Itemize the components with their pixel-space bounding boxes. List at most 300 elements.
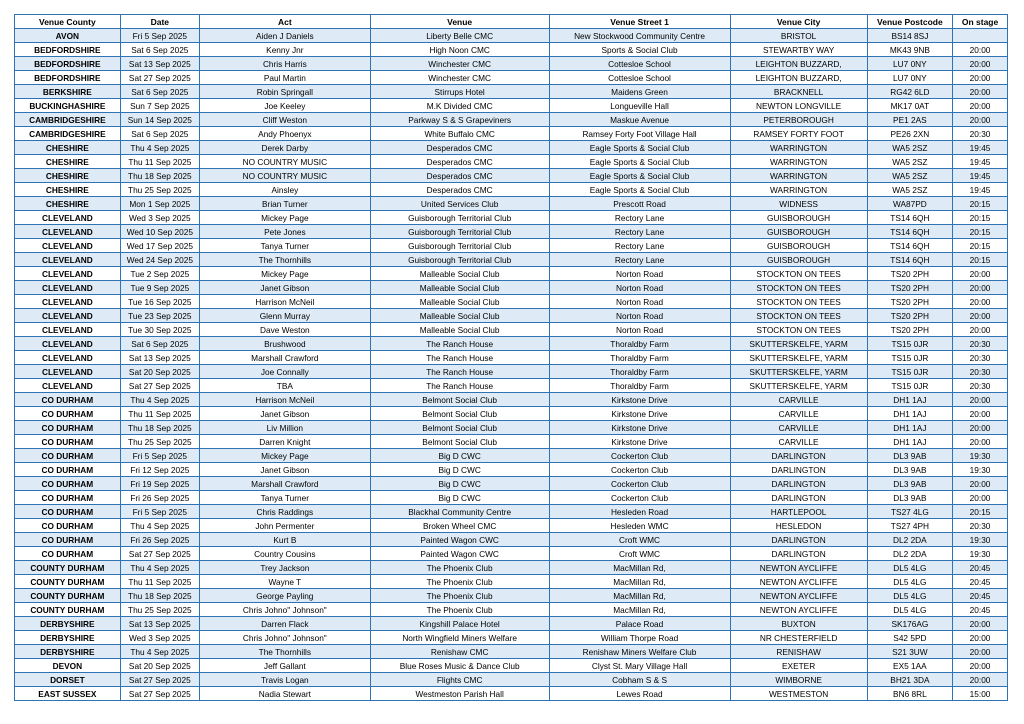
cell-venue: Stirrups Hotel (370, 85, 549, 99)
table-row (15, 589, 1008, 603)
cell-date: Thu 11 Sep 2025 (120, 575, 199, 589)
cell-on-stage: 19:45 (953, 183, 1008, 197)
cell-venue-city: GUISBOROUGH (730, 211, 867, 225)
cell-venue-city: DARLINGTON (730, 547, 867, 561)
cell-venue-street: Prescott Road (549, 197, 730, 211)
cell-act: Marshall Crawford (199, 351, 370, 365)
cell-venue-county: CHESHIRE (15, 169, 121, 183)
table-row (15, 575, 1008, 589)
table-row (15, 547, 1008, 561)
cell-venue-postcode: TS15 0JR (867, 379, 952, 393)
cell-venue-street: Maskue Avenue (549, 113, 730, 127)
table-row (15, 393, 1008, 407)
cell-act: The Thornhills (199, 645, 370, 659)
cell-venue-postcode: MK43 9NB (867, 43, 952, 57)
cell-venue-postcode: PE1 2AS (867, 113, 952, 127)
cell-venue-street: Renishaw Miners Welfare Club (549, 645, 730, 659)
cell-venue-postcode: TS15 0JR (867, 337, 952, 351)
cell-venue-postcode: DH1 1AJ (867, 421, 952, 435)
cell-venue-county: CO DURHAM (15, 505, 121, 519)
cell-on-stage: 20:30 (953, 127, 1008, 141)
cell-venue-city: EXETER (730, 659, 867, 673)
cell-venue-postcode: TS14 6QH (867, 225, 952, 239)
cell-date: Thu 18 Sep 2025 (120, 589, 199, 603)
cell-venue-postcode: DL5 4LG (867, 603, 952, 617)
table-row (15, 57, 1008, 71)
cell-venue-county: BERKSHIRE (15, 85, 121, 99)
cell-act: Cliff Weston (199, 113, 370, 127)
cell-venue: The Phoenix Club (370, 603, 549, 617)
cell-act: Darren Knight (199, 435, 370, 449)
cell-venue-postcode: DH1 1AJ (867, 435, 952, 449)
cell-on-stage: 20:30 (953, 365, 1008, 379)
cell-venue-county: BEDFORDSHIRE (15, 43, 121, 57)
cell-on-stage: 20:45 (953, 575, 1008, 589)
cell-date: Fri 26 Sep 2025 (120, 491, 199, 505)
header-act: Act (199, 15, 370, 29)
cell-venue: Renishaw CMC (370, 645, 549, 659)
table-row (15, 435, 1008, 449)
cell-venue-street: Rectory Lane (549, 225, 730, 239)
cell-on-stage: 20:00 (953, 631, 1008, 645)
cell-venue-county: DERBYSHIRE (15, 617, 121, 631)
cell-on-stage: 20:45 (953, 589, 1008, 603)
cell-venue-county: CO DURHAM (15, 393, 121, 407)
cell-venue-county: CLEVELAND (15, 281, 121, 295)
cell-act: Mickey Page (199, 211, 370, 225)
cell-venue-street: Eagle Sports & Social Club (549, 141, 730, 155)
cell-venue-street: Hesleden Road (549, 505, 730, 519)
cell-on-stage: 20:45 (953, 603, 1008, 617)
cell-act: The Thornhills (199, 253, 370, 267)
table-row (15, 407, 1008, 421)
cell-venue-city: NEWTON AYCLIFFE (730, 561, 867, 575)
cell-venue-city: BRISTOL (730, 29, 867, 43)
cell-act: Jeff Gallant (199, 659, 370, 673)
cell-venue-county: CAMBRIDGESHIRE (15, 127, 121, 141)
cell-on-stage: 20:00 (953, 435, 1008, 449)
cell-venue-postcode: TS15 0JR (867, 365, 952, 379)
table-row (15, 183, 1008, 197)
cell-venue-county: CLEVELAND (15, 323, 121, 337)
cell-venue-street: Thoraldby Farm (549, 365, 730, 379)
cell-date: Sat 27 Sep 2025 (120, 71, 199, 85)
cell-venue-county: CO DURHAM (15, 449, 121, 463)
table-row (15, 365, 1008, 379)
cell-venue-city: STOCKTON ON TEES (730, 281, 867, 295)
cell-venue: Winchester CMC (370, 57, 549, 71)
cell-venue-postcode: TS20 2PH (867, 281, 952, 295)
cell-venue-county: CLEVELAND (15, 309, 121, 323)
cell-date: Thu 25 Sep 2025 (120, 603, 199, 617)
cell-act: George Payling (199, 589, 370, 603)
cell-venue-city: STOCKTON ON TEES (730, 323, 867, 337)
cell-venue-street: Kirkstone Drive (549, 393, 730, 407)
table-row (15, 29, 1008, 43)
cell-on-stage: 20:45 (953, 561, 1008, 575)
cell-venue-postcode: TS20 2PH (867, 323, 952, 337)
cell-venue: Parkway S & S Grapeviners (370, 113, 549, 127)
table-row (15, 687, 1008, 701)
cell-venue-city: STOCKTON ON TEES (730, 267, 867, 281)
cell-on-stage: 20:00 (953, 659, 1008, 673)
gig-table-body (15, 29, 1008, 701)
cell-venue-street: Maidens Green (549, 85, 730, 99)
cell-on-stage: 20:00 (953, 57, 1008, 71)
table-row (15, 351, 1008, 365)
cell-venue-postcode: BS14 8SJ (867, 29, 952, 43)
cell-date: Thu 4 Sep 2025 (120, 519, 199, 533)
cell-venue-street: Norton Road (549, 309, 730, 323)
cell-act: Country Cousins (199, 547, 370, 561)
table-row (15, 337, 1008, 351)
cell-venue-city: CARVILLE (730, 407, 867, 421)
cell-venue-city: WESTMESTON (730, 687, 867, 701)
cell-venue-postcode: DL5 4LG (867, 575, 952, 589)
cell-venue-street: MacMillan Rd, (549, 561, 730, 575)
cell-venue: Big D CWC (370, 463, 549, 477)
cell-venue-county: EAST SUSSEX (15, 687, 121, 701)
cell-venue-city: GUISBOROUGH (730, 253, 867, 267)
cell-date: Tue 16 Sep 2025 (120, 295, 199, 309)
cell-venue-postcode: TS14 6QH (867, 239, 952, 253)
cell-venue-postcode: TS20 2PH (867, 295, 952, 309)
table-row (15, 71, 1008, 85)
cell-venue: Winchester CMC (370, 71, 549, 85)
cell-venue-county: CLEVELAND (15, 351, 121, 365)
cell-venue-postcode: DL5 4LG (867, 589, 952, 603)
cell-venue-county: COUNTY DURHAM (15, 561, 121, 575)
cell-venue-postcode: WA5 2SZ (867, 183, 952, 197)
cell-venue-street: Ramsey Forty Foot Village Hall (549, 127, 730, 141)
cell-venue: Liberty Belle CMC (370, 29, 549, 43)
cell-venue-county: CO DURHAM (15, 463, 121, 477)
table-row (15, 603, 1008, 617)
cell-act: Joe Connally (199, 365, 370, 379)
cell-venue-postcode: BN6 8RL (867, 687, 952, 701)
cell-venue-county: CHESHIRE (15, 183, 121, 197)
cell-venue-street: Hesleden WMC (549, 519, 730, 533)
cell-date: Sat 6 Sep 2025 (120, 337, 199, 351)
cell-on-stage: 20:00 (953, 477, 1008, 491)
cell-date: Wed 10 Sep 2025 (120, 225, 199, 239)
cell-venue: Painted Wagon CWC (370, 533, 549, 547)
cell-venue: Belmont Social Club (370, 421, 549, 435)
cell-date: Mon 1 Sep 2025 (120, 197, 199, 211)
cell-on-stage: 20:30 (953, 337, 1008, 351)
cell-venue-street: Cockerton Club (549, 449, 730, 463)
cell-venue-postcode: WA87PD (867, 197, 952, 211)
cell-venue-street: Eagle Sports & Social Club (549, 169, 730, 183)
cell-venue-street: Cottesloe School (549, 71, 730, 85)
cell-venue-county: COUNTY DURHAM (15, 603, 121, 617)
cell-act: Kenny Jnr (199, 43, 370, 57)
cell-date: Thu 25 Sep 2025 (120, 435, 199, 449)
cell-venue-street: MacMillan Rd, (549, 589, 730, 603)
cell-venue-county: CLEVELAND (15, 225, 121, 239)
cell-venue-postcode: RG42 6LD (867, 85, 952, 99)
cell-venue-city: WARRINGTON (730, 141, 867, 155)
cell-venue-city: RENISHAW (730, 645, 867, 659)
cell-venue-city: STOCKTON ON TEES (730, 309, 867, 323)
cell-on-stage: 20:15 (953, 197, 1008, 211)
cell-act: Janet Gibson (199, 407, 370, 421)
table-row (15, 267, 1008, 281)
cell-venue-county: DEVON (15, 659, 121, 673)
cell-venue-street: Eagle Sports & Social Club (549, 155, 730, 169)
table-row (15, 281, 1008, 295)
table-row (15, 421, 1008, 435)
cell-venue-city: DARLINGTON (730, 491, 867, 505)
cell-on-stage: 20:00 (953, 85, 1008, 99)
cell-act: Wayne T (199, 575, 370, 589)
cell-venue-city: GUISBOROUGH (730, 225, 867, 239)
cell-venue-postcode: PE26 2XN (867, 127, 952, 141)
cell-venue-street: Kirkstone Drive (549, 435, 730, 449)
cell-act: Ainsley (199, 183, 370, 197)
table-row (15, 113, 1008, 127)
table-row (15, 463, 1008, 477)
cell-venue-city: WIDNESS (730, 197, 867, 211)
cell-on-stage: 20:00 (953, 491, 1008, 505)
cell-venue: Belmont Social Club (370, 407, 549, 421)
cell-venue-postcode: TS20 2PH (867, 309, 952, 323)
cell-venue: Belmont Social Club (370, 435, 549, 449)
cell-date: Sat 6 Sep 2025 (120, 127, 199, 141)
cell-venue-street: New Stockwood Community Centre (549, 29, 730, 43)
cell-act: Derek Darby (199, 141, 370, 155)
cell-venue: Desperados CMC (370, 141, 549, 155)
cell-act: John Permenter (199, 519, 370, 533)
cell-on-stage: 20:00 (953, 617, 1008, 631)
header-venue-street: Venue Street 1 (549, 15, 730, 29)
header-on-stage: On stage (953, 15, 1008, 29)
cell-on-stage: 20:00 (953, 71, 1008, 85)
cell-venue-street: Croft WMC (549, 547, 730, 561)
cell-on-stage: 15:00 (953, 687, 1008, 701)
cell-date: Fri 26 Sep 2025 (120, 533, 199, 547)
cell-venue-county: CAMBRIDGESHIRE (15, 113, 121, 127)
header-venue-county: Venue County (15, 15, 121, 29)
table-row (15, 253, 1008, 267)
cell-date: Sat 13 Sep 2025 (120, 57, 199, 71)
cell-on-stage: 20:15 (953, 505, 1008, 519)
cell-venue-city: STEWARTBY WAY (730, 43, 867, 57)
cell-act: NO COUNTRY MUSIC (199, 169, 370, 183)
cell-on-stage: 20:00 (953, 673, 1008, 687)
cell-venue-postcode: TS20 2PH (867, 267, 952, 281)
cell-date: Sun 7 Sep 2025 (120, 99, 199, 113)
cell-date: Thu 18 Sep 2025 (120, 169, 199, 183)
cell-venue-postcode: MK17 0AT (867, 99, 952, 113)
cell-venue-county: CHESHIRE (15, 197, 121, 211)
cell-on-stage: 19:30 (953, 533, 1008, 547)
cell-venue: Westmeston Parish Hall (370, 687, 549, 701)
cell-act: Tanya Turner (199, 239, 370, 253)
cell-date: Tue 23 Sep 2025 (120, 309, 199, 323)
cell-on-stage: 19:45 (953, 169, 1008, 183)
cell-act: Chris Johno" Johnson" (199, 603, 370, 617)
cell-venue-street: Clyst St. Mary Village Hall (549, 659, 730, 673)
cell-date: Sun 14 Sep 2025 (120, 113, 199, 127)
cell-venue-city: CARVILLE (730, 435, 867, 449)
cell-venue-street: Norton Road (549, 267, 730, 281)
cell-date: Fri 19 Sep 2025 (120, 477, 199, 491)
cell-venue-street: Cockerton Club (549, 477, 730, 491)
cell-date: Sat 6 Sep 2025 (120, 85, 199, 99)
table-row (15, 141, 1008, 155)
cell-date: Sat 27 Sep 2025 (120, 547, 199, 561)
cell-on-stage: 19:30 (953, 547, 1008, 561)
cell-venue: Malleable Social Club (370, 267, 549, 281)
cell-venue: Big D CWC (370, 477, 549, 491)
cell-venue: Painted Wagon CWC (370, 547, 549, 561)
cell-venue-county: AVON (15, 29, 121, 43)
table-row (15, 533, 1008, 547)
cell-act: Chris Harris (199, 57, 370, 71)
cell-on-stage: 20:00 (953, 267, 1008, 281)
cell-venue-street: William Thorpe Road (549, 631, 730, 645)
cell-venue-street: Palace Road (549, 617, 730, 631)
cell-venue-county: CLEVELAND (15, 365, 121, 379)
cell-venue: Desperados CMC (370, 169, 549, 183)
header-venue-city: Venue City (730, 15, 867, 29)
table-row (15, 491, 1008, 505)
cell-venue: Guisborough Territorial Club (370, 211, 549, 225)
cell-venue-postcode: WA5 2SZ (867, 169, 952, 183)
cell-venue-street: Longueville Hall (549, 99, 730, 113)
cell-date: Sat 13 Sep 2025 (120, 351, 199, 365)
cell-venue-city: DARLINGTON (730, 449, 867, 463)
gig-listing-table (14, 14, 1008, 701)
cell-act: Aiden J Daniels (199, 29, 370, 43)
cell-venue-county: CLEVELAND (15, 295, 121, 309)
cell-venue-city: BRACKNELL (730, 85, 867, 99)
cell-date: Thu 11 Sep 2025 (120, 407, 199, 421)
cell-venue-street: MacMillan Rd, (549, 575, 730, 589)
cell-venue-county: CLEVELAND (15, 239, 121, 253)
cell-date: Sat 27 Sep 2025 (120, 379, 199, 393)
cell-on-stage: 20:30 (953, 379, 1008, 393)
cell-on-stage: 19:45 (953, 155, 1008, 169)
table-row (15, 379, 1008, 393)
cell-venue-postcode: EX5 1AA (867, 659, 952, 673)
table-row (15, 561, 1008, 575)
cell-venue: Blue Roses Music & Dance Club (370, 659, 549, 673)
cell-date: Thu 4 Sep 2025 (120, 645, 199, 659)
cell-venue-city: WIMBORNE (730, 673, 867, 687)
cell-venue-street: Lewes Road (549, 687, 730, 701)
cell-venue-city: NEWTON LONGVILLE (730, 99, 867, 113)
cell-date: Sat 20 Sep 2025 (120, 365, 199, 379)
cell-act: Tanya Turner (199, 491, 370, 505)
cell-on-stage: 20:15 (953, 211, 1008, 225)
cell-act: Liv Million (199, 421, 370, 435)
cell-venue-postcode: TS27 4PH (867, 519, 952, 533)
cell-date: Thu 25 Sep 2025 (120, 183, 199, 197)
cell-venue-street: Kirkstone Drive (549, 421, 730, 435)
cell-venue: Guisborough Territorial Club (370, 225, 549, 239)
cell-venue-postcode: WA5 2SZ (867, 141, 952, 155)
table-row (15, 449, 1008, 463)
cell-venue-county: BEDFORDSHIRE (15, 71, 121, 85)
table-row (15, 155, 1008, 169)
cell-on-stage: 20:00 (953, 407, 1008, 421)
cell-venue-city: HESLEDON (730, 519, 867, 533)
cell-venue-postcode: DL3 9AB (867, 491, 952, 505)
cell-date: Sat 20 Sep 2025 (120, 659, 199, 673)
cell-on-stage: 20:00 (953, 113, 1008, 127)
header-row (15, 15, 1008, 29)
cell-on-stage: 20:00 (953, 281, 1008, 295)
cell-date: Thu 11 Sep 2025 (120, 155, 199, 169)
table-row (15, 239, 1008, 253)
table-row (15, 505, 1008, 519)
cell-date: Wed 3 Sep 2025 (120, 631, 199, 645)
cell-venue-city: DARLINGTON (730, 463, 867, 477)
cell-venue: Malleable Social Club (370, 281, 549, 295)
table-row (15, 197, 1008, 211)
cell-act: Pete Jones (199, 225, 370, 239)
cell-venue-city: LEIGHTON BUZZARD, (730, 71, 867, 85)
cell-venue: White Buffalo CMC (370, 127, 549, 141)
table-row (15, 477, 1008, 491)
cell-venue-county: DORSET (15, 673, 121, 687)
cell-venue-city: BUXTON (730, 617, 867, 631)
cell-on-stage: 19:30 (953, 449, 1008, 463)
cell-on-stage: 20:00 (953, 323, 1008, 337)
cell-venue-county: DERBYSHIRE (15, 631, 121, 645)
header-date: Date (120, 15, 199, 29)
cell-date: Fri 12 Sep 2025 (120, 463, 199, 477)
cell-on-stage: 20:00 (953, 309, 1008, 323)
cell-venue-street: Eagle Sports & Social Club (549, 183, 730, 197)
cell-on-stage: 20:15 (953, 253, 1008, 267)
table-row (15, 309, 1008, 323)
cell-venue: Malleable Social Club (370, 323, 549, 337)
cell-venue-postcode: DH1 1AJ (867, 393, 952, 407)
cell-act: Marshall Crawford (199, 477, 370, 491)
cell-venue: High Noon CMC (370, 43, 549, 57)
cell-act: Harrison McNeil (199, 393, 370, 407)
cell-date: Fri 5 Sep 2025 (120, 29, 199, 43)
cell-date: Sat 27 Sep 2025 (120, 687, 199, 701)
table-row (15, 169, 1008, 183)
cell-venue-city: NR CHESTERFIELD (730, 631, 867, 645)
cell-venue-city: GUISBOROUGH (730, 239, 867, 253)
cell-venue-county: CO DURHAM (15, 519, 121, 533)
cell-venue-postcode: DL2 2DA (867, 547, 952, 561)
cell-venue-street: Cobham S & S (549, 673, 730, 687)
cell-venue-street: Norton Road (549, 281, 730, 295)
cell-venue-city: LEIGHTON BUZZARD, (730, 57, 867, 71)
cell-venue-county: CLEVELAND (15, 379, 121, 393)
cell-venue-county: COUNTY DURHAM (15, 589, 121, 603)
header-venue: Venue (370, 15, 549, 29)
cell-venue-postcode: DL5 4LG (867, 561, 952, 575)
cell-on-stage: 19:45 (953, 141, 1008, 155)
cell-venue-county: BEDFORDSHIRE (15, 57, 121, 71)
cell-on-stage: 20:00 (953, 295, 1008, 309)
cell-venue-postcode: DL3 9AB (867, 477, 952, 491)
cell-venue-city: WARRINGTON (730, 183, 867, 197)
cell-act: Mickey Page (199, 449, 370, 463)
cell-act: NO COUNTRY MUSIC (199, 155, 370, 169)
cell-venue-street: Cockerton Club (549, 463, 730, 477)
cell-venue-street: Thoraldby Farm (549, 337, 730, 351)
cell-venue-city: NEWTON AYCLIFFE (730, 589, 867, 603)
cell-date: Thu 4 Sep 2025 (120, 141, 199, 155)
